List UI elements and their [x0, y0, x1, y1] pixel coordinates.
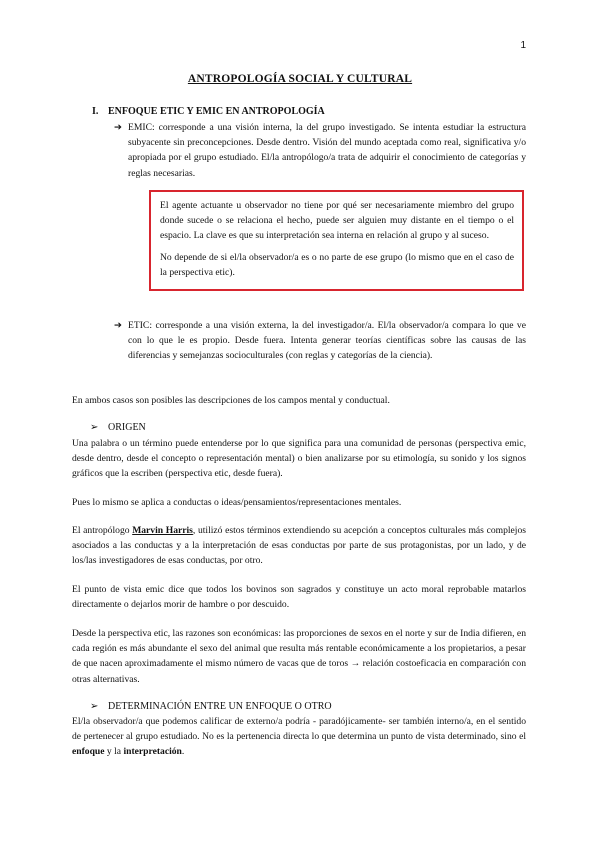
origen-paragraph-2: Pues lo mismo se aplica a conductas o ideas/pensamientos/representaciones mentales. [72, 497, 402, 508]
page-number: 1 [520, 40, 526, 51]
etic-item [114, 318, 526, 364]
determinacion-heading-text: DETERMINACIÓN ENTRE UN ENFOQUE O OTRO [108, 701, 332, 712]
determinacion-heading [90, 699, 332, 714]
origen-heading-text: ORIGEN [108, 422, 146, 433]
arrow-icon: ➔ [114, 122, 123, 133]
determinacion-text: El/la observador/a que podemos calificar de externo/a podría - paradójicamente- ser también interno/a, en el sentido de pertenecer al grupo estudiado. No es la pertenencia directa lo que determina un punto de vista determinado, sino el [72, 716, 526, 743]
origen-paragraph-1: Una palabra o un término puede entenderse por lo que significa para una comunidad de personas (perspectiva emic, desde dentro, desde el concepto o representación mental) o bien analizarse por su etimología, su sonido y los signos gráficos que la escriben (perspectiva etic, desde fuera). [72, 438, 526, 480]
origen-paragraph-3 [72, 523, 526, 569]
section-heading-text: ENFOQUE ETIC Y EMIC EN ANTROPOLOGÍA [108, 106, 325, 117]
enfoque-term: enfoque [72, 746, 105, 758]
determinacion-paragraph [72, 714, 526, 760]
emic-item [114, 120, 526, 181]
origen-paragraph-5: Desde la perspectiva etic, las razones son económicas: las proporciones de sexos en el norte y sur de India difieren, en cada región es más abundante el sexo del animal que resulta más rentable económicamente a los propietarios, a pesar de que nacen aproximadamente el mismo número de vacas que de toros → relación costoeficacia en comparación con otras alternativas. [72, 628, 526, 685]
origen-paragraph-4: El punto de vista emic dice que todos los bovinos son sagrados y constituye un acto moral reprobable matarlos directamente o dejarlos morir de hambre o por descuido. [72, 584, 526, 611]
origen-p3-start: El antropólogo [72, 525, 133, 536]
period: . [181, 746, 185, 758]
interpretacion-term: interpretación [123, 746, 182, 758]
origen-p3-end: , utilizó estos términos extendiendo su acepción a conceptos culturales más complejos asociados a las conductas y a la interpretación de esas conductas por parte de sus protagonistas, por un lado, y de los/las investigadores de esas conductas, por otro. [72, 525, 526, 567]
emic-note-box [149, 190, 524, 291]
section-number: I. [92, 106, 99, 117]
arrow-icon: ➔ [114, 320, 123, 331]
marvin-harris-name: Marvin Harris [132, 525, 193, 536]
emic-text: EMIC: corresponde a una visión interna, la del grupo investigado. Se intenta estudiar la estructura subyacente sin preconcepciones. Desde dentro. Visión del mundo aceptada como real, significativa y/o apropiada por el grupo estudiado. El/la antropólogo/a trata de adquirir el conocimiento de categorías y reglas necesarias. [128, 122, 526, 179]
origen-heading [90, 420, 146, 435]
etic-text: ETIC: corresponde a una visión externa, la del investigador/a. El/la observador/a compara lo que ve con lo que le es propio. Desde fuera. Intenta generar teorías científicas sobre las causas de las diferencias y semejanzas socioculturales (con reglas y categorías de la ciencia). [128, 320, 526, 362]
note-paragraph-1: El agente actuante u observador no tiene por qué ser necesariamente miembro del grupo donde sucede o se relaciona el hecho, puede ser alguien muy distante en el tiempo o el espacio. La clave es que su interpretación sea interna en relación al grupo y al suceso. [160, 200, 514, 242]
note-paragraph-2: No depende de si el/la observador/a es o no parte de ese grupo (lo mismo que en el caso de la perspectiva etic). [160, 251, 514, 278]
page-title: ANTROPOLOGÍA SOCIAL Y CULTURAL [187, 73, 413, 85]
ambos-paragraph: En ambos casos son posibles las descripciones de los campos mental y conductual. [72, 395, 390, 406]
conjunction: y la [104, 746, 124, 758]
bullet-triangle-icon: ➢ [90, 701, 99, 712]
section-heading [92, 104, 325, 119]
bullet-triangle-icon: ➢ [90, 422, 99, 433]
